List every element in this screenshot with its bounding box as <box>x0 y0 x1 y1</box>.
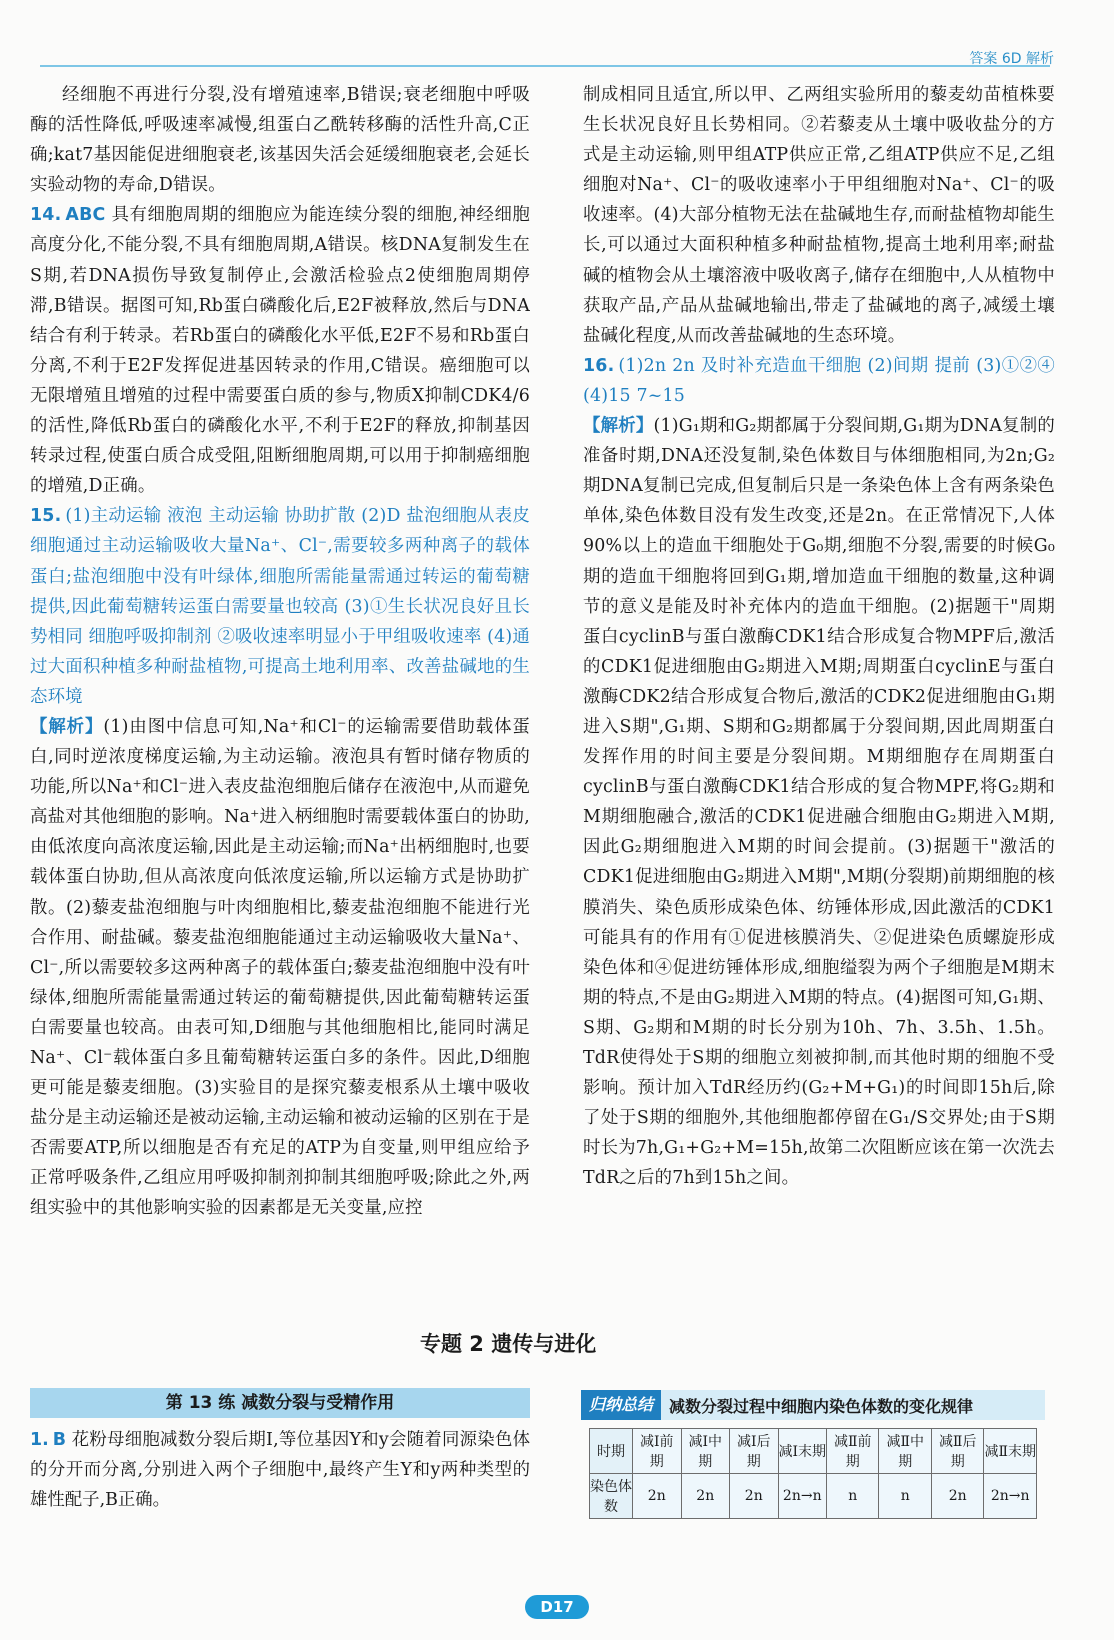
period-cell: 减Ⅰ前期 <box>633 1429 682 1474</box>
summary-title: 减数分裂过程中细胞内染色体数的变化规律 <box>669 1396 974 1416</box>
summary-badge: 归纳总结 <box>581 1390 661 1420</box>
count-cell: 2n→n <box>984 1474 1037 1519</box>
q1-text: 花粉母细胞减数分裂后期Ⅰ,等位基因Y和y会随着同源染色体的分开而分离,分别进入两个子细胞中,最终产生Y和y两种类型的雄性配子,B正确。 <box>30 1430 530 1510</box>
right-continued-text: 制成相同且适宜,所以甲、乙两组实验所用的藜麦幼苗植株要生长状况良好且长势相同。②若藜麦从土壤中吸收盐分的方式是主动运输,则甲组ATP供应正常,乙组ATP供应不足,乙组细胞对Na⁺、Cl⁻的吸收速率小于甲组细胞对Na⁺、Cl⁻的吸收速率。(4)大部分植物无法在盐碱地生存,而耐盐植物却能生长,可以通过大面积种植多种耐盐植物,提高土地利用率;耐盐碱的植物会从土壤溶液中吸收离子,储存在细胞中,人从植物中获取产品,产品从盐碱地输出,带走了盐碱地的离子,减缓土壤盐碱化程度,从而改善盐碱地的生态环境。 <box>583 85 1055 346</box>
count-cell: 2n→n <box>778 1474 827 1519</box>
question-15 <box>30 501 530 712</box>
question-1 <box>30 1425 530 1515</box>
q16-analysis-text: (1)G₁期和G₂期都属于分裂间期,G₁期为DNA复制的准备时期,DNA还没复制,染色体数目与体细胞相同,为2n;G₂期DNA复制已完成,但复制后只是一条染色体上含有两条染色单体,染色体数目没有发生改变,还是2n。在正常情况下,人体90%以上的造血干细胞处于G₀期,细胞不分裂,需要的时候G₀期的造血干细胞将回到G₁期,增加造血干细胞的数量,这种调节的意义是能及时补充体内的造血干细胞。(2)据题干"周期蛋白cyclinB与蛋白激酶CDK1结合形成复合物MPF后,激活的CDK1促进细胞由G₂期进入M期;周期蛋白cyclinE与蛋白激酶CDK2结合形成复合物后,激活的CDK2促进细胞由G₁期进入S期",G₁期、S期和G₂期都属于分裂间期,因此周期蛋白发挥作用的时间主要是分裂间期。M期细胞存在周期蛋白cyclinB与蛋白激酶CDK1结合形成的复合物MPF,将G₂期和M期细胞融合,激活的CDK1促进融合细胞由G₂期进入M期,因此G₂期细胞进入M期的时间会提前。(3)据题干"激活的CDK1促进细胞由G₂期进入M期",M期(分裂期)前期细胞的核膜消失、染色质形成染色体、纺锤体形成,因此激活的CDK1可能具有的作用有①促进核膜消失、②促进染色质螺旋形成染色体和④促进纺锤体形成,细胞缢裂为两个子细胞是M期末期的特点,不是由G₂期进入M期的特点。(4)据图可知,G₁期、S期、G₂期和M期的时长分别为10h、7h、3.5h、1.5h。TdR使得处于S期的细胞立刻被抑制,而其他时期的细胞不受影响。预计加入TdR经历约(G₂+M+G₁)的时间即15h后,除了处于S期的细胞外,其他细胞都停留在G₁/S交界处;由于S期时长为7h,G₁+G₂+M=15h,故第二次阻断应该在第一次洗去TdR之后的7h到15h之间。 <box>583 416 1055 1189</box>
header-label: 答案 6D 解析 <box>969 51 1054 67</box>
right-column <box>583 80 1055 1193</box>
q14-number: 14. <box>30 205 62 226</box>
q16-analysis <box>583 411 1055 1193</box>
period-cell: 减Ⅰ后期 <box>730 1429 779 1474</box>
period-cell: 减Ⅱ中期 <box>879 1429 931 1474</box>
left-column <box>30 80 530 1224</box>
question-14 <box>30 200 530 501</box>
topic-title: 专题 2 遗传与进化 <box>420 1332 597 1356</box>
summary-header <box>581 1390 1045 1420</box>
q15-answer: (1)主动运输 液泡 主动运输 协助扩散 (2)D 盐泡细胞从表皮细胞通过主动运输吸收大量Na⁺、Cl⁻,需要较多两种离子的载体蛋白;盐泡细胞中没有叶绿体,细胞所需能量需通过转运的葡萄糖提供,因此葡萄糖转运蛋白需要量也较高 (3)①生长状况良好且长势相同 细胞呼吸抑制剂 ②吸收速率明显小于甲组吸收速率 (4)通过大面积种植多种耐盐植物,可提高土地利用率、改善盐碱地的生态环境 <box>30 506 530 707</box>
q1-number: 1. <box>30 1430 49 1450</box>
section-bar: 第 13 练 减数分裂与受精作用 <box>30 1388 530 1418</box>
period-cell: 减Ⅰ末期 <box>778 1429 827 1474</box>
count-cell: 2n <box>931 1474 983 1519</box>
period-cell: 减Ⅰ中期 <box>681 1429 730 1474</box>
period-cell: 减Ⅱ后期 <box>931 1429 983 1474</box>
q15-number: 15. <box>30 506 62 527</box>
stage-row-counts <box>590 1474 1037 1519</box>
period-cell: 减Ⅱ末期 <box>984 1429 1037 1474</box>
q16-answer: (1)2n 2n 及时补充造血干细胞 (2)间期 提前 (3)①②④ (4)15 7~15 <box>583 355 1055 406</box>
count-cell: 2n <box>681 1474 730 1519</box>
left-continued-text: 经细胞不再进行分裂,没有增殖速率,B错误;衰老细胞中呼吸酶的活性降低,呼吸速率减慢,组蛋白乙酰转移酶的活性升高,C正确;kat7基因能促进细胞衰老,该基因失活会延缓细胞衰老,会延长实验动物的寿命,D错误。 <box>30 85 530 196</box>
header-rule <box>40 65 1050 67</box>
count-cell: 2n <box>730 1474 779 1519</box>
count-cell: n <box>879 1474 931 1519</box>
row-head-count: 染色体数 <box>590 1474 633 1519</box>
q14-text: 具有细胞周期的细胞应为能连续分裂的细胞,神经细胞高度分化,不能分裂,不具有细胞周期,A错误。核DNA复制发生在S期,若DNA损伤导致复制停止,会激活检验点2使细胞周期停滞,B错误。据图可知,Rb蛋白磷酸化后,E2F被释放,然后与DNA结合有利于转录。若Rb蛋白的磷酸化水平低,E2F不易和Rb蛋白分离,不利于E2F发挥促进基因转录的作用,C错误。癌细胞可以无限增殖且增殖的过程中需要蛋白质的参与,物质X抑制CDK4/6的活性,降低Rb蛋白的磷酸化水平,不利于E2F的释放,抑制基因转录过程,使蛋白质合成受阻,阻断细胞周期,可以用于抑制癌细胞的增殖,D正确。 <box>30 205 530 497</box>
q14-answer: ABC <box>65 205 106 226</box>
q16-number: 16. <box>583 355 615 376</box>
question-16 <box>583 351 1055 411</box>
period-cell: 减Ⅱ前期 <box>827 1429 879 1474</box>
summary-box <box>581 1390 1045 1519</box>
count-cell: 2n <box>633 1474 682 1519</box>
page-number: D17 <box>525 1595 589 1619</box>
q16-analysis-tag: 【解析】 <box>583 416 654 437</box>
q15-analysis <box>30 712 530 1224</box>
q1-answer: B <box>52 1430 66 1450</box>
q15-analysis-text: (1)由图中信息可知,Na⁺和Cl⁻的运输需要借助载体蛋白,同时逆浓度梯度运输,为主动运输。液泡具有暂时储存物质的功能,所以Na⁺和Cl⁻进入表皮盐泡细胞后储存在液泡中,从而避免高盐对其他细胞的影响。Na⁺进入柄细胞时需要载体蛋白的协助,由低浓度向高浓度运输,因此是主动运输;而Na⁺出柄细胞时,也要载体蛋白协助,但从高浓度向低浓度运输,所以运输方式是协助扩散。(2)藜麦盐泡细胞与叶肉细胞相比,藜麦盐泡细胞不能进行光合作用、耐盐碱。藜麦盐泡细胞能通过主动运输吸收大量Na⁺、Cl⁻,所以需要较多这两种离子的载体蛋白;藜麦盐泡细胞中没有叶绿体,细胞所需能量需通过转运的葡萄糖提供,因此葡萄糖转运蛋白需要量也较高。由表可知,D细胞与其他细胞相比,能同时满足Na⁺、Cl⁻载体蛋白多且葡萄糖转运蛋白多的条件。因此,D细胞更可能是藜麦细胞。(3)实验目的是探究藜麦根系从土壤中吸收盐分是主动运输还是被动运输,主动运输和被动运输的区别在于是否需要ATP,所以细胞是否有充足的ATP为自变量,则甲组应给予正常呼吸条件,乙组应用呼吸抑制剂抑制其细胞呼吸;除此之外,两组实验中的其他影响实验的因素都是无关变量,应控 <box>30 716 530 1219</box>
q15-analysis-tag: 【解析】 <box>30 716 104 737</box>
row-head-period: 时期 <box>590 1429 633 1474</box>
stage-row-periods <box>590 1429 1037 1474</box>
count-cell: n <box>827 1474 879 1519</box>
stage-table <box>589 1428 1037 1519</box>
